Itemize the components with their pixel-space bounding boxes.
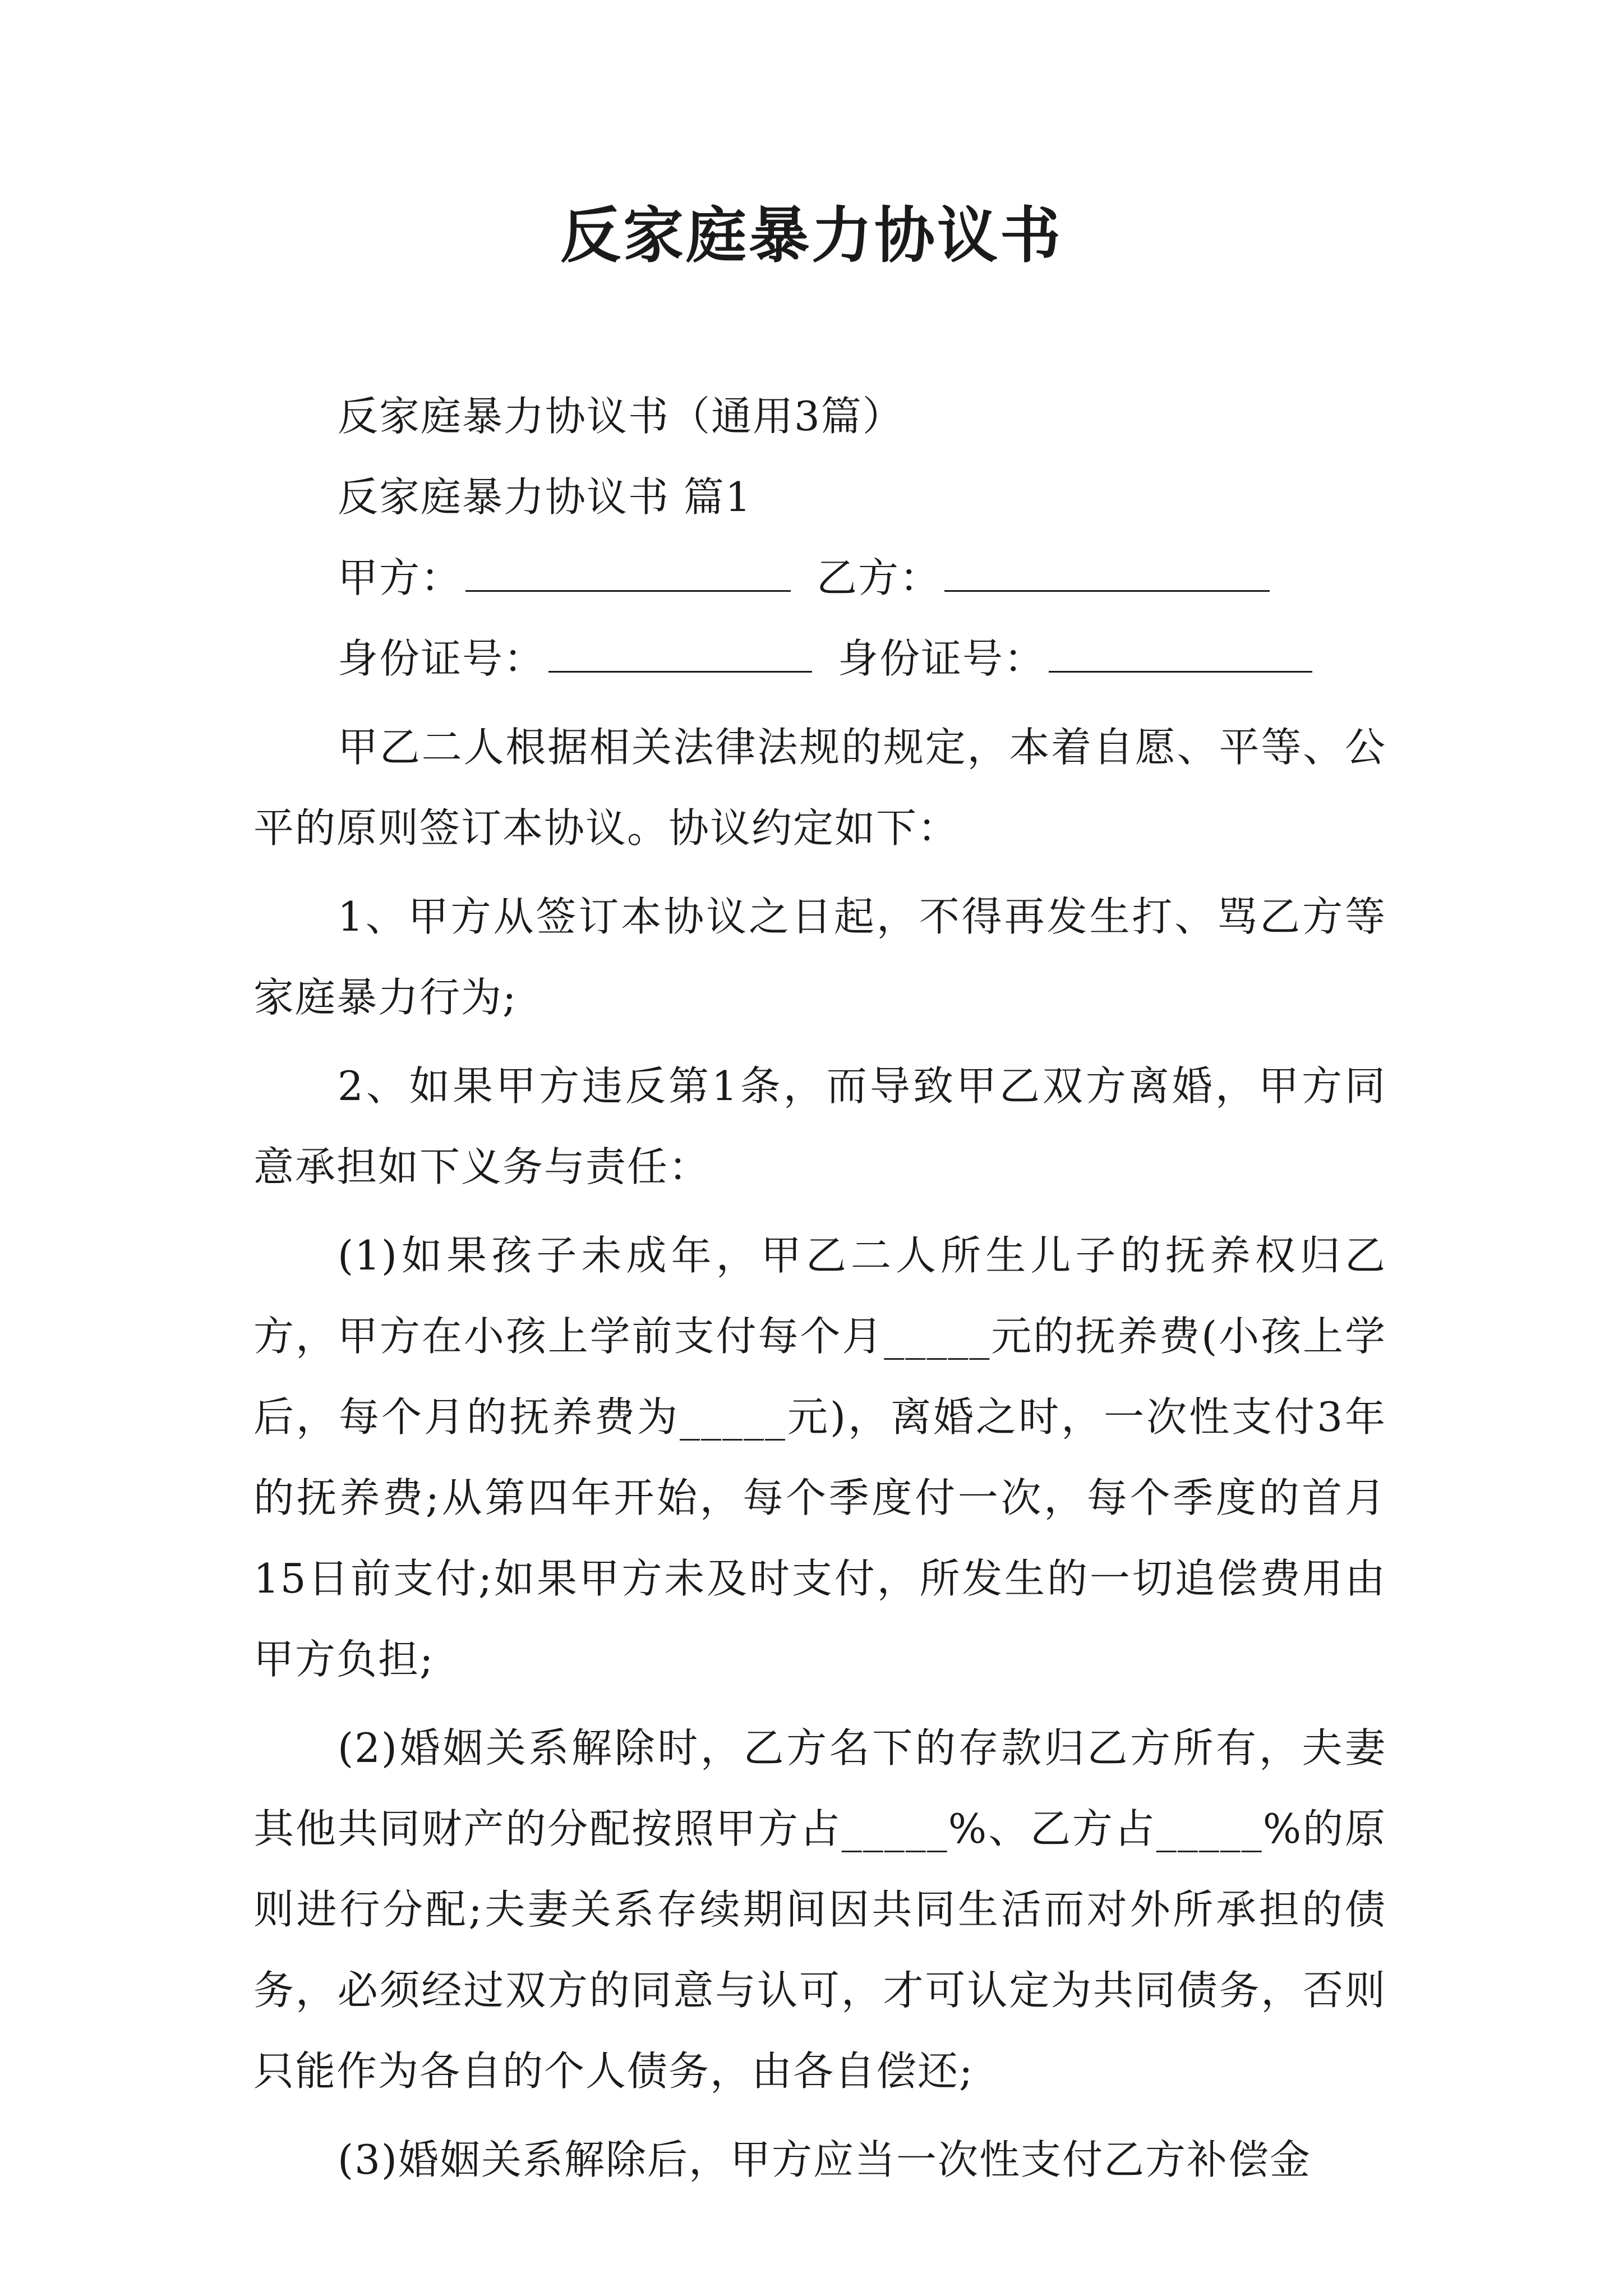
paragraph-clause-2: 2、如果甲方违反第1条，而导致甲乙双方离婚，甲方同意承担如下义务与责任： — [253, 1062, 1386, 1190]
party-b-blank[interactable] — [944, 549, 1270, 592]
paragraph-clause-2-2: (2)婚姻关系解除时，乙方名下的存款归乙方所有，夫妻其他共同财产的分配按照甲方占_____%、乙方占_____%的原则进行分配;夫妻关系存续期间因共同生活而对外所承担的债务，必须经过双方的同意与认可，才可认定为共同债务，否则只能作为各自的个人债务，由各自偿还; — [253, 1724, 1386, 2095]
paragraph-principle: 甲乙二人根据相关法律法规的规定，本着自愿、平等、公平的原则签订本协议。协议约定如下： — [253, 724, 1386, 852]
document-body — [253, 376, 1386, 2200]
paragraph-clause-2-1: (1)如果孩子未成年，甲乙二人所生儿子的抚养权归乙方，甲方在小孩上学前支付每个月_____元的抚养费(小孩上学后，每个月的抚养费为_____元)，离婚之时，一次性支付3年的抚养费;从第四年开始，每个季度付一次，每个季度的首月15日前支付;如果甲方未及时支付，所发生的一切追偿费用由甲方负担; — [253, 1232, 1386, 1683]
subtitle: 反家庭暴力协议书（通用3篇） — [338, 393, 904, 440]
party-line — [253, 537, 1386, 618]
id-b-blank[interactable] — [1049, 629, 1312, 673]
paragraph-clause-2-3: (3)婚姻关系解除后，甲方应当一次性支付乙方补偿金 — [338, 2136, 1311, 2183]
id-label-a: 身份证号： — [338, 635, 546, 682]
paragraph-clause-1: 1、甲方从签订本协议之日起，不得再发生打、骂乙方等家庭暴力行为; — [253, 893, 1386, 1021]
document-title: 反家庭暴力协议书 — [560, 200, 1063, 271]
party-b-label: 乙方： — [817, 554, 942, 601]
section-heading: 反家庭暴力协议书 篇1 — [338, 473, 752, 521]
id-a-blank[interactable] — [548, 629, 812, 673]
party-a-label: 甲方： — [338, 554, 463, 601]
id-line — [253, 618, 1386, 699]
id-label-b: 身份证号： — [838, 635, 1046, 682]
party-a-blank[interactable] — [465, 549, 791, 592]
